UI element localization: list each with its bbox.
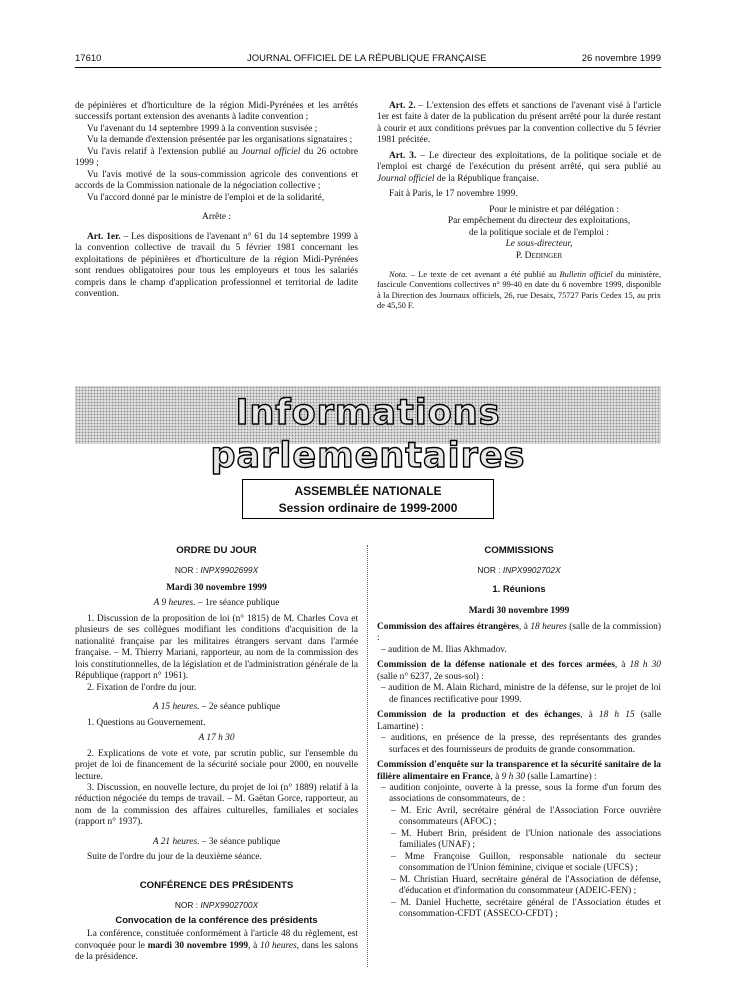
commission-item: – audition de M. Ilias Akhmadov. bbox=[381, 644, 507, 655]
agenda-item: 2. Explications de vote et vote, par scrutin public, sur l'ensemble du projet de loi de financement de la sécurité sociale pour 2000, en nouvelle lecture. bbox=[75, 748, 358, 782]
assemblee-box bbox=[242, 479, 494, 519]
commission-name: Commission d'enquête sur la transparence et la sécurité sanitaire de la filière alimentaire en France bbox=[377, 760, 661, 782]
article-label: Art. 2. bbox=[389, 101, 416, 111]
nor-code: INPX9902702X bbox=[502, 564, 561, 575]
commissions-title: COMMISSIONS bbox=[484, 545, 554, 556]
agenda-item: 1. Questions au Gouvernement. bbox=[87, 717, 206, 728]
agenda-item: Suite de l'ordre du jour de la deuxième séance. bbox=[87, 852, 262, 863]
nor-reference bbox=[75, 900, 358, 910]
commission-name: Commission des affaires étrangères bbox=[377, 621, 519, 632]
article-2 bbox=[377, 101, 661, 147]
arrete-heading: Arrête : bbox=[202, 212, 231, 223]
article-text: – Les dispositions de l'avenant n° 61 du 14 septembre 1999 à la convention collective de travail du 5 février 1981 concernant les exploitations de pépinières et d'horticulture de la région Midi-Pyrénées sont rendues obligatoires pour tous les employeurs et tous les salariés compris dans le champ d'application professionnel et territorial de ladite convention. bbox=[75, 231, 358, 300]
nota-label: Nota. bbox=[389, 270, 408, 280]
decree-paragraph: de pépinières et d'horticulture de la région Midi-Pyrénées et les arrêtés successifs portant extension des avenants à ladite convention ; bbox=[75, 101, 358, 123]
text-run: du ministère, fascicule Conventions collectives n° 99-40 en date du 6 novembre 1999, disponible à la Direction des Journaux officiels, 26, rue Desaix, 75727 Paris Cedex 15, au prix de 45,50 F. bbox=[377, 270, 661, 310]
commission-heading: Commission de la défense nationale et des forces armées, à 18 h 30 (salle n° 6237, 2e sous-sol) : bbox=[377, 660, 661, 682]
commission-room: (salle Lamartine) : bbox=[525, 771, 597, 782]
signature-line: Pour le ministre et par délégation : bbox=[489, 204, 619, 215]
assemblee-title: ASSEMBLÉE NATIONALE bbox=[294, 484, 442, 498]
header-rule bbox=[75, 67, 661, 68]
nor-label: NOR : bbox=[174, 564, 201, 575]
conference-date: mardi 30 novembre 1999 bbox=[147, 940, 249, 951]
decree-paragraph: Vu l'accord donné par le ministre de l'emploi et de la solidarité, bbox=[87, 192, 325, 203]
seance-heading bbox=[75, 837, 358, 848]
nor-code: INPX9902700X bbox=[200, 899, 259, 910]
seance-heading bbox=[75, 598, 358, 609]
seance-label: – 2e séance publique bbox=[199, 702, 281, 713]
text-run: du 26 octobre 1999 ; bbox=[75, 146, 358, 169]
commission-item: – audition conjointe, ouverte à la presse, sous la forme d'un forum des associations de consommateurs, de : bbox=[381, 782, 661, 805]
journal-title: JOURNAL OFFICIEL DE LA RÉPUBLIQUE FRANÇAISE bbox=[247, 53, 487, 64]
decree-paragraph: Vu l'avenant du 14 septembre 1999 à la convention susvisée ; bbox=[87, 123, 318, 134]
text-run: – Le texte de cet avenant a été publié au bbox=[407, 270, 560, 280]
nota bbox=[377, 270, 661, 311]
commissions-column bbox=[377, 545, 661, 921]
commission-time: 9 h 30 bbox=[501, 771, 526, 782]
text-run: Vu l'avis relatif à l'extension publié au bbox=[87, 146, 242, 157]
commission-name: Commission de la production et des échanges bbox=[377, 710, 581, 721]
participant-item: – M. Hubert Brin, président de l'Union nationale des associations familiales (UNAF) ; bbox=[391, 828, 661, 851]
ordre-du-jour-title: ORDRE DU JOUR bbox=[176, 545, 257, 556]
commission-room: (salle n° 6237, 2e sous-sol) : bbox=[377, 671, 484, 682]
commission-item: – auditions, en présence de la presse, des représentants des grandes surfaces et des fournisseurs de produits de grande consommation. bbox=[381, 733, 661, 755]
conference-title: CONFÉRENCE DES PRÉSIDENTS bbox=[139, 879, 294, 891]
nor-reference bbox=[377, 565, 661, 575]
reunion-date: Mardi 30 novembre 1999 bbox=[468, 606, 570, 617]
article-1 bbox=[75, 232, 358, 301]
conference-text bbox=[75, 929, 358, 963]
decree-paragraph bbox=[75, 147, 358, 170]
seance-label: – 3e séance publique bbox=[199, 836, 281, 847]
seance-time: A 9 heures. bbox=[153, 598, 196, 609]
participant-item: – M. Daniel Huchette, secrétaire général de l'Association études et consommation-CFDT (ASSECO-CFDT) ; bbox=[391, 897, 661, 920]
signature-line: de la politique sociale et de l'emploi : bbox=[469, 227, 609, 238]
commission-heading: Commission de la production et des échanges, à 18 h 15 (salle Lamartine) : bbox=[377, 710, 661, 732]
signature-name: P. Dedinger bbox=[515, 250, 563, 261]
article-text: de la République française. bbox=[434, 173, 539, 184]
text-run: , à bbox=[248, 940, 260, 951]
decree-right-column bbox=[377, 101, 661, 311]
seance-time: A 21 heures. bbox=[152, 836, 200, 847]
signature-title: Le sous-directeur, bbox=[505, 239, 573, 250]
seance-label: – 1re séance publique bbox=[195, 598, 280, 609]
commission-item: – audition de M. Alain Richard, ministre de la défense, sur le projet de loi de finances rectificative pour 1999. bbox=[381, 683, 661, 705]
ordre-du-jour-column bbox=[75, 545, 358, 964]
nor-label: NOR : bbox=[174, 899, 201, 910]
journal-reference: Journal officiel bbox=[377, 173, 435, 184]
nor-code: INPX9902699X bbox=[200, 564, 259, 575]
commission-time: 18 h 15 bbox=[598, 710, 635, 721]
commission-time: 18 heures bbox=[530, 621, 567, 632]
issue-date: 26 novembre 1999 bbox=[581, 53, 661, 64]
article-text: – L'extension des effets et sanctions de l'avenant visé à l'article 1er est faite à dater de la publication du présent arrêté pour la durée restant à courir et aux conditions prévues par la convention collective du 5 février 1981 précitée. bbox=[377, 101, 661, 146]
section-banner bbox=[75, 386, 661, 476]
conference-time: 10 heures bbox=[259, 940, 297, 951]
column-separator bbox=[367, 545, 368, 967]
bulletin-reference: Bulletin officiel bbox=[559, 270, 613, 280]
conference-subtitle: Convocation de la conférence des présidents bbox=[115, 913, 318, 925]
commission-room: (salle Lamartine) : bbox=[377, 710, 661, 732]
seance-heading bbox=[75, 702, 358, 713]
seance-time: A 17 h 30 bbox=[198, 733, 235, 744]
participant-item: – M. Christian Huard, secrétaire général de l'Association de défense, d'éducation et d'information du consommateur (ADEIC-FEN) ; bbox=[391, 874, 661, 897]
article-3 bbox=[377, 151, 661, 185]
text-run: , dans les salons de la présidence. bbox=[75, 940, 358, 963]
agenda-item: 1. Discussion de la proposition de loi (n° 1815) de M. Charles Cova et plusieurs de ses collègues modifiant les conditions d'acquisition de la nationalité française par les militaires étrangers servant dans l'armée française. – M. Thierry Mariani, rapporteur, au nom de la commission des lois constitutionnelles, de la législation et de l'administration générale de la République (rapport n° 1961). bbox=[75, 613, 358, 682]
article-text: – Le directeur des exploitations, de la politique sociale et de l'emploi est chargé de l'exécution du présent arrêté, qui sera publié au bbox=[377, 150, 662, 173]
article-label: Art. 3. bbox=[389, 150, 417, 161]
participant-item: – M. Eric Avril, secrétaire général de l'Association Force ouvrière consommateurs (AFOC) ; bbox=[391, 805, 661, 828]
nor-reference bbox=[75, 565, 358, 575]
journal-reference: Journal officiel bbox=[241, 146, 301, 157]
commission-heading: Commission des affaires étrangères, à 18 heures (salle de la commission) : bbox=[377, 621, 661, 644]
fait-a-paris: Fait à Paris, le 17 novembre 1999. bbox=[389, 189, 518, 200]
session-date: Mardi 30 novembre 1999 bbox=[166, 582, 267, 593]
commission-time: 18 h 30 bbox=[629, 660, 661, 671]
commission-room: (salle de la commission) : bbox=[377, 621, 661, 644]
commission-name: Commission de la défense nationale et des forces armées bbox=[377, 660, 615, 671]
page-number: 17610 bbox=[75, 53, 102, 64]
page-header bbox=[75, 53, 661, 67]
article-label: Art. 1er. bbox=[87, 231, 121, 242]
banner-title: Informations parlementaires bbox=[210, 393, 526, 476]
decree-paragraph: Vu l'avis motivé de la sous-commission agricole des conventions et accords de la Commission nationale de la négociation collective ; bbox=[75, 169, 358, 192]
nor-label: NOR : bbox=[477, 564, 503, 575]
session-title: Session ordinaire de 1999-2000 bbox=[278, 501, 458, 515]
commission-heading: Commission d'enquête sur la transparence et la sécurité sanitaire de la filière alimentaire en France, à 9 h 30 (salle Lamartine) : bbox=[377, 760, 661, 782]
agenda-item: 2. Fixation de l'ordre du jour. bbox=[87, 682, 197, 693]
seance-time: A 15 heures. bbox=[152, 702, 200, 713]
participant-item: – Mme Françoise Guillon, responsable nationale du secteur consommation de l'Union féminine, civique et sociale (UFCS) ; bbox=[391, 851, 661, 874]
decree-paragraph: Vu la demande d'extension présentée par les organisations signataires ; bbox=[87, 135, 353, 146]
decree-left-column bbox=[75, 101, 358, 301]
text-run: La conférence, constituée conformément à l'article 48 du règlement, est convoquée pour le bbox=[75, 929, 358, 951]
signature-line: Par empêchement du directeur des exploitations, bbox=[447, 216, 631, 227]
agenda-item: 3. Discussion, en nouvelle lecture, du projet de loi (n° 1889) relatif à la réduction négociée du temps de travail. – M. Gaëtan Gorce, rapporteur, au nom de la commission des affaires culturelles, familiales et sociales (rapport n° 1937). bbox=[75, 782, 358, 828]
reunions-heading: 1. Réunions bbox=[492, 582, 546, 594]
